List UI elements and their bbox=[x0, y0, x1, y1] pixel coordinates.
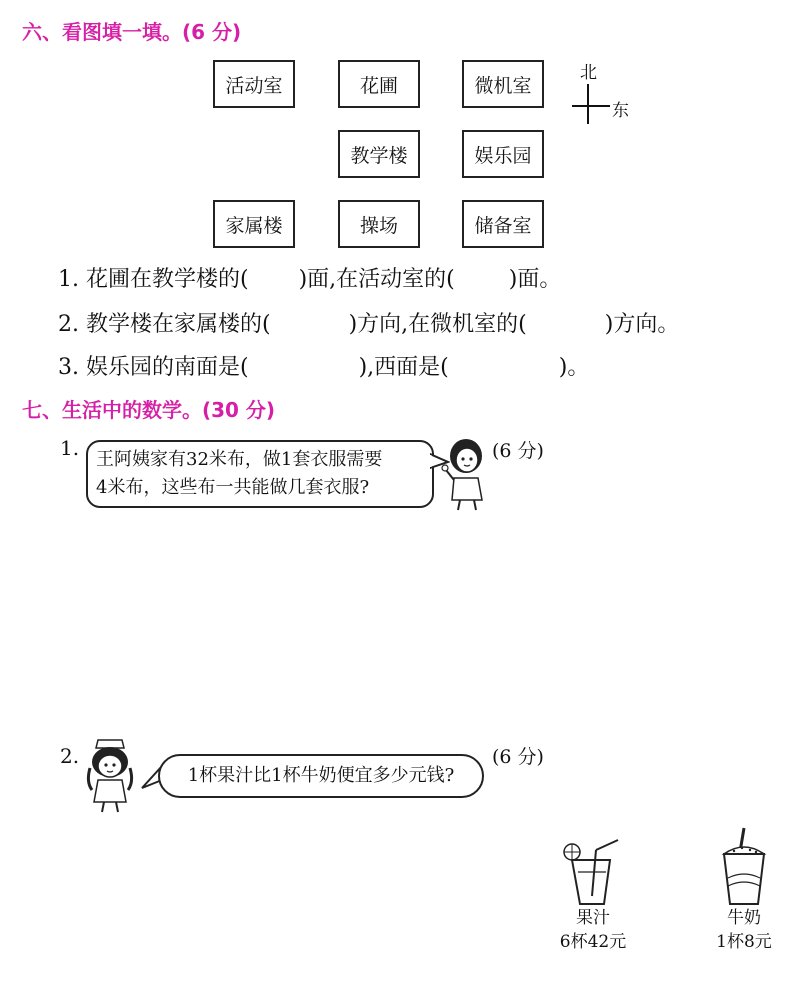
nurse-girl-cartoon-icon bbox=[82, 738, 138, 814]
girl-cartoon-icon bbox=[440, 434, 490, 514]
section6-title: 六、看图填一填。(6 分) bbox=[22, 20, 242, 44]
problem-1-number: 1. bbox=[60, 436, 80, 460]
map-box-garden: 花圃 bbox=[338, 60, 420, 108]
drink-1-price: 6杯42元 bbox=[559, 932, 627, 952]
map-box-family-building: 家属楼 bbox=[213, 200, 295, 248]
milk-cup-icon bbox=[716, 826, 772, 908]
problem-1-text-line2: 4米布，这些布一共能做几套衣服? bbox=[96, 477, 370, 498]
map-box-teaching-building: 教学楼 bbox=[338, 130, 420, 178]
compass-east-label: 东 bbox=[612, 101, 629, 121]
problem-2-speech-bubble bbox=[158, 754, 484, 798]
question-2-part-a: 教学楼在家属楼的( bbox=[86, 312, 271, 337]
question-3 bbox=[58, 350, 589, 381]
drink-2-price: 1杯8元 bbox=[716, 932, 772, 952]
problem-1-score: (6 分) bbox=[492, 440, 544, 462]
question-1 bbox=[58, 262, 561, 293]
map-box-computer-room: 微机室 bbox=[462, 60, 544, 108]
compass bbox=[570, 62, 640, 132]
question-2-part-c: )方向。 bbox=[604, 312, 680, 337]
problem-1-text-line1: 王阿姨家有32米布，做1套衣服需要 bbox=[96, 449, 383, 470]
question-3-part-c: )。 bbox=[558, 355, 590, 380]
problem-2-text: 1杯果汁比1杯牛奶便宜多少元钱? bbox=[187, 765, 455, 786]
problem-2-number: 2. bbox=[60, 744, 80, 768]
question-3-part-a: 娱乐园的南面是( bbox=[86, 355, 249, 380]
map-box-activity-room: 活动室 bbox=[213, 60, 295, 108]
drink-2-caption bbox=[699, 906, 789, 954]
question-2-part-b: )方向,在微机室的( bbox=[348, 312, 527, 337]
question-2 bbox=[58, 307, 679, 338]
problem-2-score: (6 分) bbox=[492, 746, 544, 768]
question-1-number: 1. bbox=[58, 267, 79, 292]
question-2-number: 2. bbox=[58, 312, 79, 337]
question-1-part-c: )面。 bbox=[508, 267, 562, 292]
drink-2-name: 牛奶 bbox=[727, 908, 761, 928]
question-3-number: 3. bbox=[58, 355, 79, 380]
drink-1-caption bbox=[548, 906, 638, 954]
map-box-playground: 操场 bbox=[338, 200, 420, 248]
question-1-part-a: 花圃在教学楼的( bbox=[86, 267, 249, 292]
section7-title: 七、生活中的数学。(30 分) bbox=[22, 398, 276, 422]
question-3-part-b: ),西面是( bbox=[358, 355, 449, 380]
juice-cup-icon bbox=[558, 838, 624, 908]
question-1-part-b: )面,在活动室的( bbox=[298, 267, 455, 292]
drink-1-name: 果汁 bbox=[576, 908, 610, 928]
compass-north-label: 北 bbox=[580, 63, 597, 83]
problem-1-speech-bubble bbox=[86, 440, 434, 508]
map-box-amusement-park: 娱乐园 bbox=[462, 130, 544, 178]
map-box-storage-room: 储备室 bbox=[462, 200, 544, 248]
